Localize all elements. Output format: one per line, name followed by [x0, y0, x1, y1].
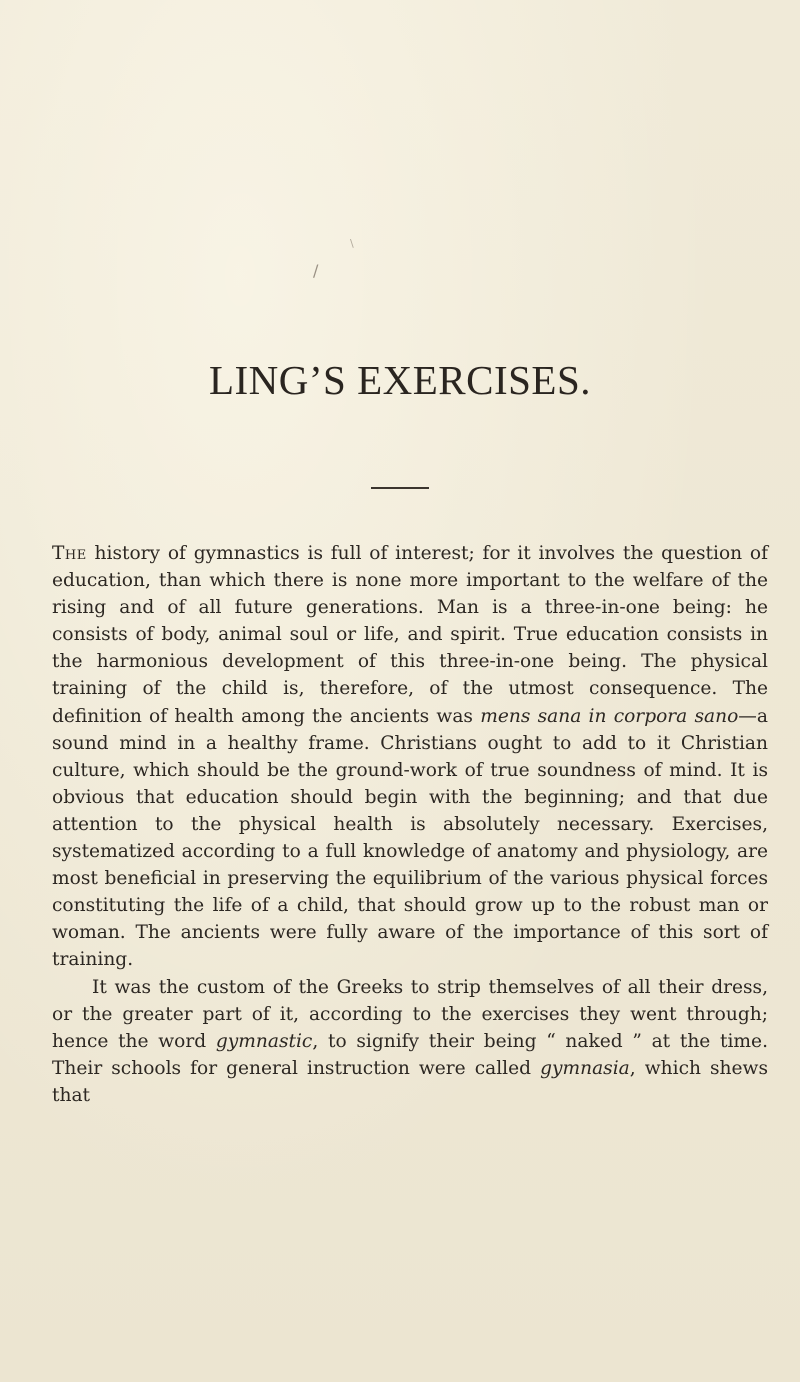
paragraph-1-lead: The — [52, 543, 87, 564]
body-text — [52, 540, 768, 1109]
pencil-mark-backslash: \ — [350, 237, 354, 250]
paragraph-2-term-gymnastic: gymnastic — [215, 1030, 313, 1052]
pencil-mark-slash: / — [313, 261, 319, 280]
paragraph-2-text-c: , which shews that — [52, 1057, 768, 1106]
paragraph-1-text-a: history of gymnastics is full of interest; for it involves the question of education, than which there is none more important to the welfare of the rising and of all future generations. Man is a three-in-one being: he consists of body, animal soul or life, and spirit. True education consists in the harmonious development of this three-in-one being. The physical training of the child is, therefore, of the utmost consequence. The definition of health among the ancients was — [52, 543, 768, 727]
paragraph-2-term-gymnasia: gymnasia — [540, 1057, 630, 1079]
page-title: LING’S EXERCISES. — [208, 357, 592, 403]
title-divider — [371, 487, 429, 489]
paragraph-1 — [52, 540, 768, 974]
paragraph-2-text-b: , to signify their being “ naked ” at the time. Their schools for general instruction were called — [52, 1030, 768, 1079]
paragraph-1-latin-phrase: mens sana in corpora sano — [480, 705, 739, 727]
paragraph-1-text-b: —a sound mind in a healthy frame. Christians ought to add to it Christian culture, which should be the ground-work of true soundness of mind. It is obvious that education should begin with the beginning; and that due attention to the physical health is absolutely necessary. Exercises, systematized according to a full knowledge of anatomy and physiology, are most beneficial in preserving the equilibrium of the various physical forces constituting the life of a child, that should grow up to the robust man or woman. The ancients were fully aware of the importance of this sort of training. — [52, 705, 768, 971]
paragraph-2-text-a: It was the custom of the Greeks to strip themselves of all their dress, or the greater part of it, according to the exercises they went through; hence the word — [52, 976, 768, 1052]
paragraph-2 — [52, 974, 768, 1109]
